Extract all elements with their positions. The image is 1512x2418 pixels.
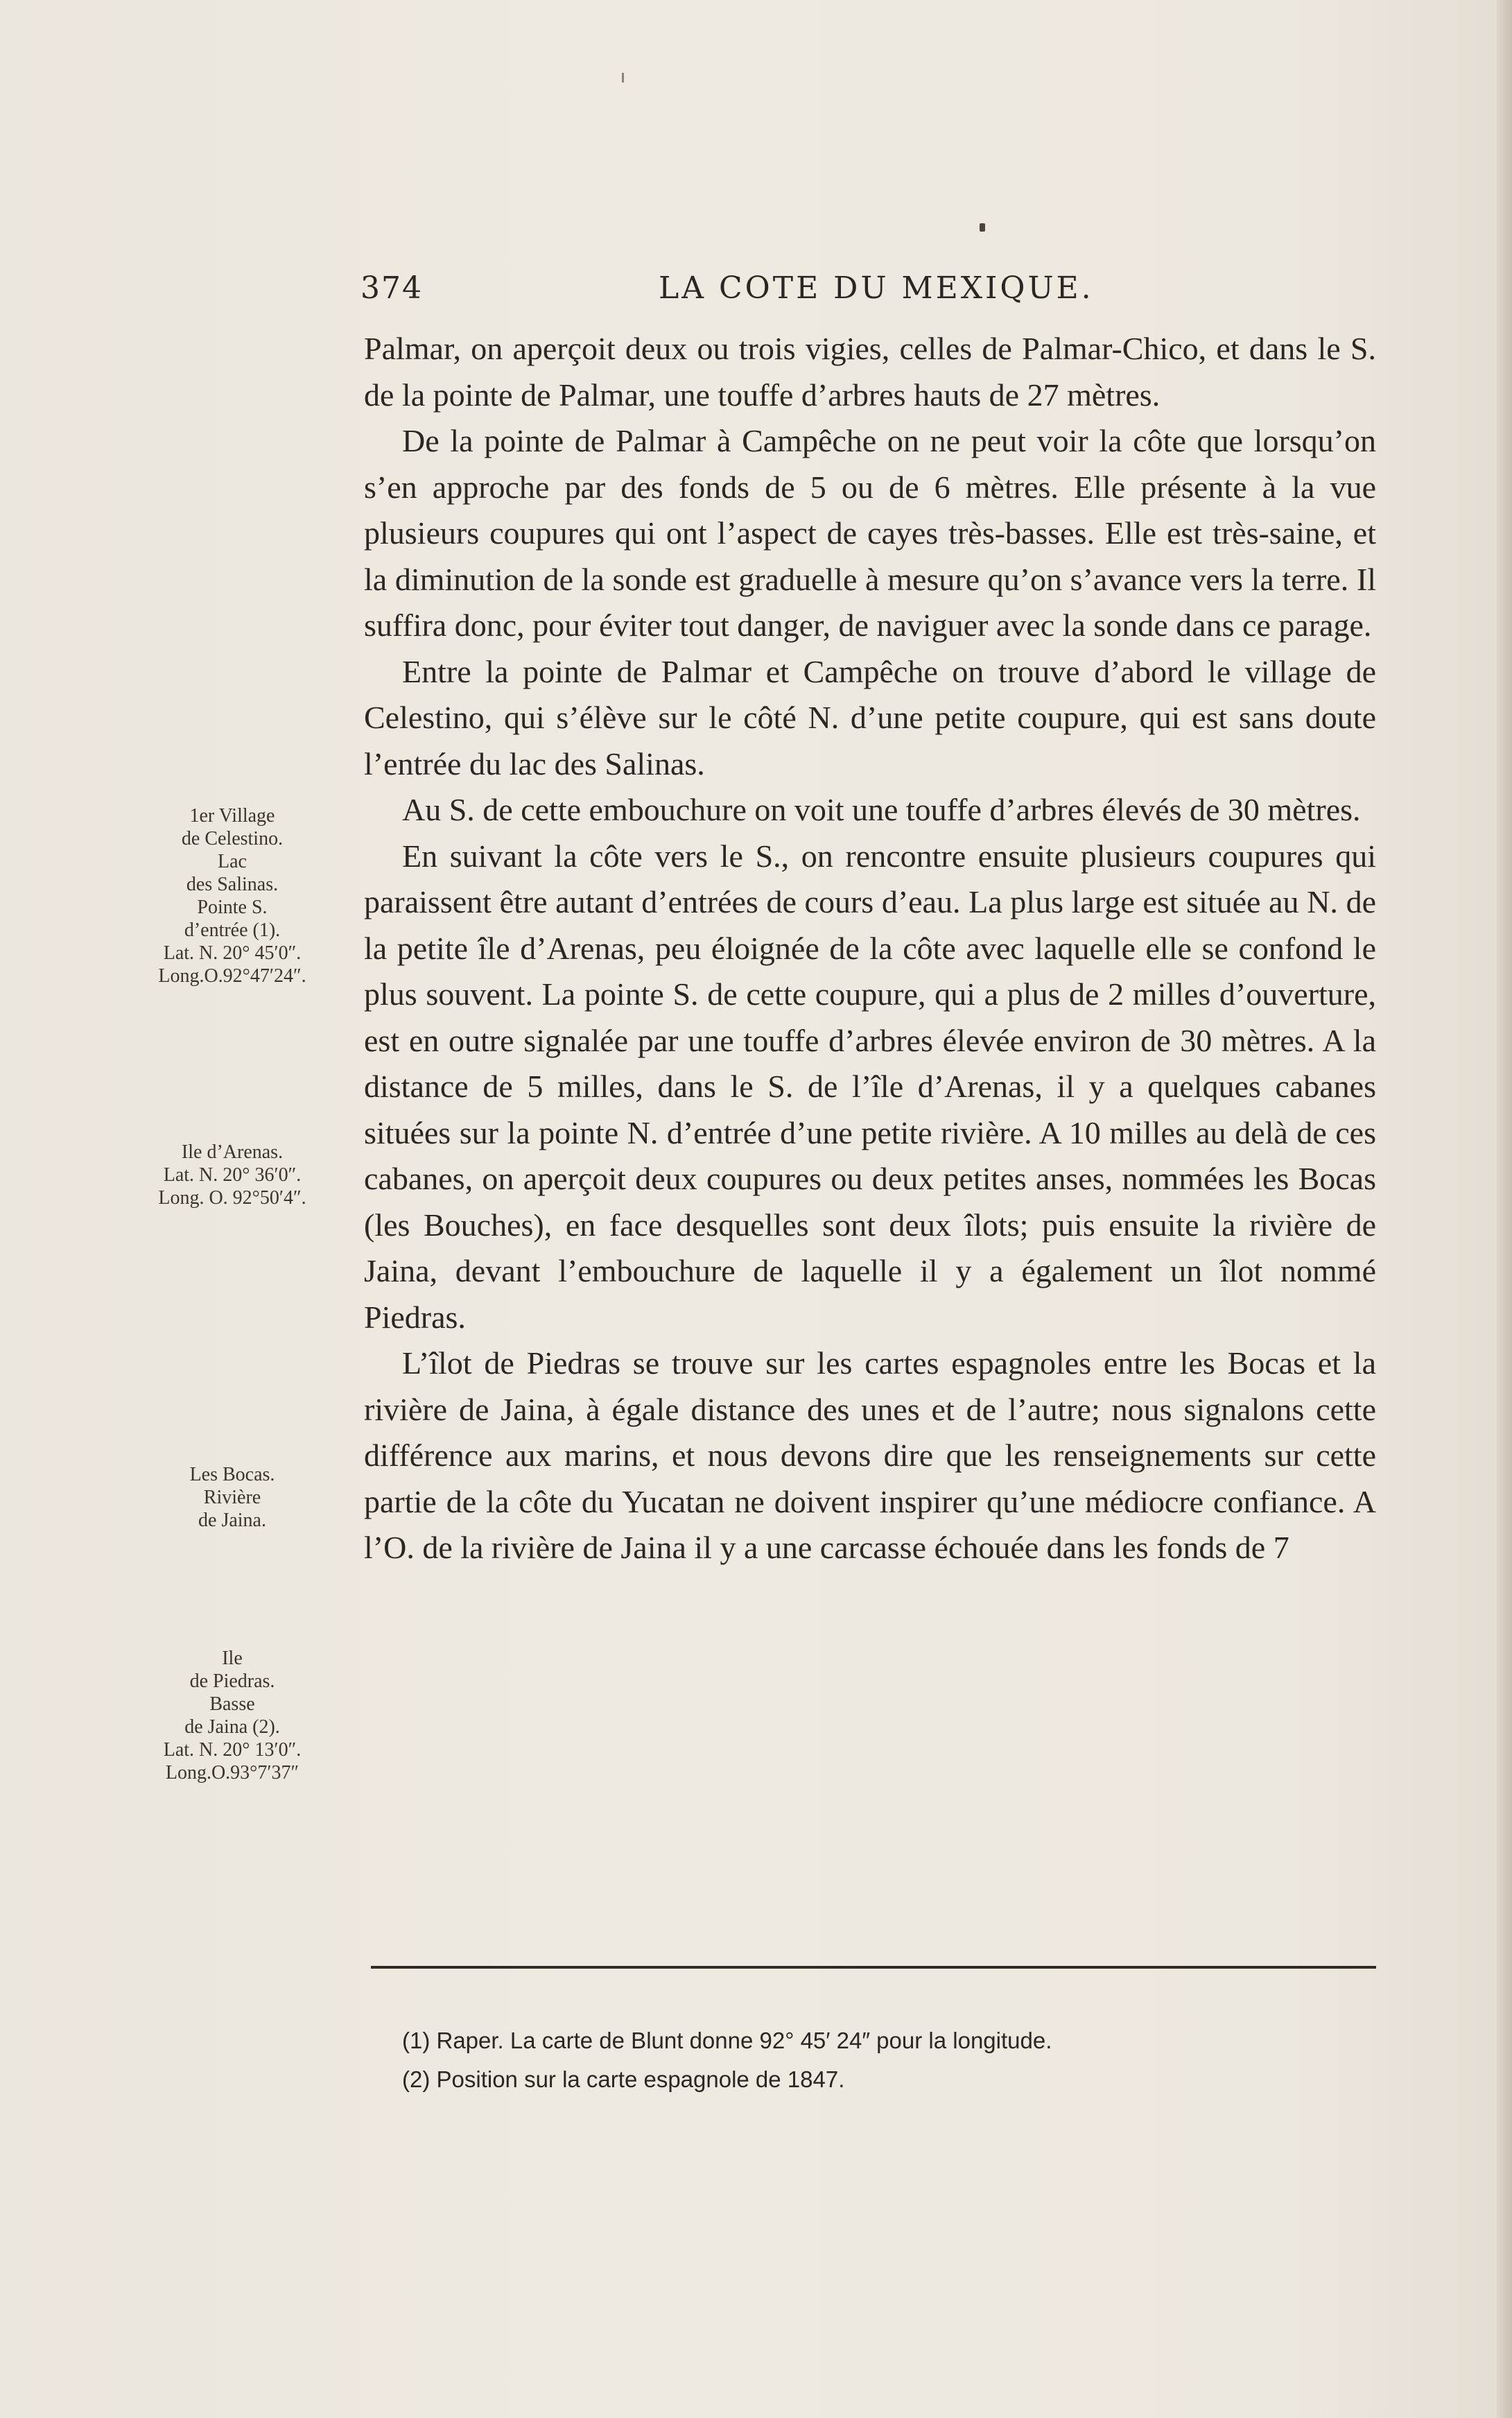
margin-note-line: Ile d’Arenas.	[181, 1141, 284, 1163]
paragraph: Au S. de cette embouchure on voit une touffe d’arbres élevés de 30 mètres.	[402, 792, 1361, 827]
paragraph: En suivant la côte vers le S., on rencontre ensuite plusieurs coupures qui paraissent être autant d’entrées de cours d’eau. La plus large est située au N. de la petite île d’Arenas, peu éloignée de la côte avec laquelle elle se confond le plus souvent. La pointe S. de cette coupure, qui a plus de 2 milles d’ouverture, est en outre signalée par une touffe d’arbres élevée environ de 30 mètres. A la distance de 5 milles, dans le S. de l’île d’Arenas, il y a quelques cabanes situées sur la pointe N. d’entrée d’une petite rivière. A 10 milles au delà de ces cabanes, on aperçoit deux coupures ou deux petites anses, nommées les Bocas (les Bouches), en face desquelles sont deux îlots; puis ensuite la rivière de Jaina, devant l’embouchure de laquelle il y a également un îlot nommé Piedras.	[364, 838, 1376, 1335]
margin-note-line: Lat. N. 20° 13′0″.	[163, 1739, 302, 1761]
page-number: 374	[360, 270, 423, 306]
margin-note-line: de Jaina (2).	[184, 1716, 280, 1738]
page-edge	[1497, 0, 1512, 2418]
margin-note-piedras	[118, 1647, 347, 1784]
margin-note-line: Long.O.92°47′24″.	[158, 965, 306, 987]
margin-note-celestino	[118, 804, 347, 987]
margin-note-bocas	[118, 1463, 347, 1532]
margin-note-line: des Salinas.	[186, 874, 279, 895]
paragraph: De la pointe de Palmar à Campêche on ne peut voir la côte que lorsqu’on s’en approche par des fonds de 5 ou de 6 mètres. Elle présente à la vue plusieurs coupures qui ont l’aspect de cayes très-basses. Elle est très-saine, et la diminution de la sonde est graduelle à mesure qu’on s’avance vers la terre. Il suffira donc, pour éviter tout danger, de naviguer avec la sonde dans ce parage.	[364, 423, 1376, 643]
footnote-1: (1) Raper. La carte de Blunt donne 92° 45′ 24″ pour la longitude.	[402, 2028, 1052, 2053]
ink-mark	[980, 223, 985, 232]
margin-note-line: Rivière	[203, 1487, 261, 1508]
margin-note-line: de Piedras.	[189, 1670, 275, 1692]
footnotes	[402, 2021, 1373, 2099]
ink-mark	[622, 73, 624, 83]
margin-note-line: Ile	[222, 1648, 243, 1669]
margin-note-line: Lac	[218, 851, 247, 872]
margin-note-line: de Celestino.	[181, 828, 284, 849]
margin-note-line: Lat. N. 20° 45′0″.	[163, 942, 302, 964]
footnote-rule	[371, 1966, 1376, 1969]
paragraph: Entre la pointe de Palmar et Campêche on trouve d’abord le village de Celestino, qui s’élève sur le côté N. d’une petite coupure, qui est sans doute l’entrée du lac des Salinas.	[364, 653, 1376, 781]
paragraph: Palmar, on aperçoit deux ou trois vigies, celles de Palmar-Chico, et dans le S. de la pointe de Palmar, une touffe d’arbres hauts de 27 mètres.	[364, 331, 1376, 413]
margin-note-line: Long. O. 92°50′4″.	[158, 1187, 306, 1209]
margin-note-line: de Jaina.	[198, 1510, 266, 1531]
margin-note-arenas	[118, 1141, 347, 1209]
margin-note-line: Long.O.93°7′37″	[165, 1762, 299, 1784]
body-text	[364, 326, 1376, 1571]
margin-note-line: Les Bocas.	[189, 1464, 275, 1485]
margin-note-line: Pointe S.	[197, 897, 268, 918]
margin-note-line: d’entrée (1).	[184, 919, 281, 941]
footnote-2: (2) Position sur la carte espagnole de 1847.	[402, 2066, 845, 2092]
running-title: LA COTE DU MEXIQUE.	[659, 270, 1094, 306]
margin-note-line: 1er Village	[189, 805, 275, 827]
margin-note-line: Basse	[209, 1693, 255, 1715]
margin-note-line: Lat. N. 20° 36′0″.	[163, 1164, 302, 1186]
running-header	[360, 270, 1380, 312]
paragraph: L’îlot de Piedras se trouve sur les cartes espagnoles entre les Bocas et la rivière de Jaina, à égale distance des unes et de l’autre; nous signalons cette différence aux marins, et nous devons dire que les renseignements sur cette partie de la côte du Yucatan ne doivent inspirer qu’une médiocre confiance. A l’O. de la rivière de Jaina il y a une carcasse échouée dans les fonds de 7	[364, 1345, 1376, 1565]
